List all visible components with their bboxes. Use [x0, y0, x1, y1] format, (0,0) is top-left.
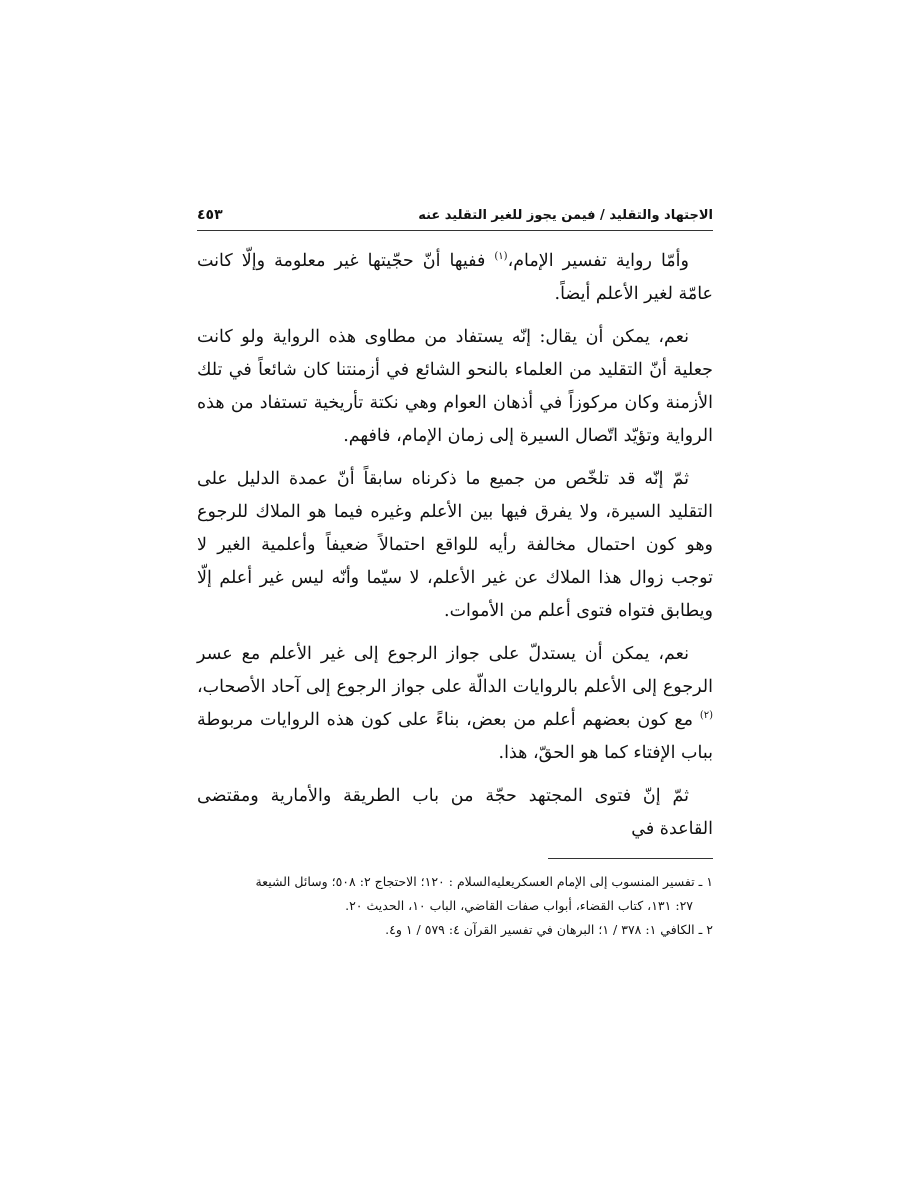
footnote-divider	[548, 858, 713, 859]
main-text	[197, 245, 713, 856]
paragraph-1-part-a: وأمّا رواية تفسير الإمام،	[507, 251, 689, 271]
paragraph-3: ثمّ إنّه قد تلخّص من جميع ما ذكرناه سابقاً أنّ عمدة الدليل على التقليد السيرة، ولا يفرق فيها بين الأعلم وغيره فيما هو الملاك للرجوع وهو كون احتمال مخالفة رأيه للواقع احتمالاً ضعيفاً وأعلمية الغير لا توجب زوال هذا الملاك عن غير الأعلم، لا سيّما وأنّه ليس غير أعلم إلّا ويطابق فتواه فتوى أعلم من الأموات.	[197, 469, 713, 621]
footnote-2: ٢ ـ الكافي ١: ٣٧٨ / ١؛ البرهان في تفسير القرآن ٤: ٥٧٩ / ١ و٤.	[385, 922, 713, 937]
paragraph-5: ثمّ إنّ فتوى المجتهد حجّة من باب الطريقة والأمارية ومقتضى القاعدة في	[197, 786, 713, 839]
page-number: ٤٥٣	[197, 207, 223, 223]
header-divider	[197, 230, 713, 231]
footnotes	[197, 870, 713, 942]
footnote-1-line-2: ٢٧: ١٣١، كتاب القضاء، أبواب صفات القاضي، الباب ١٠، الحديث ٢٠.	[345, 898, 693, 913]
footnote-marker-1: (١)	[494, 251, 508, 263]
paragraph-1	[197, 245, 713, 311]
paragraph-4	[197, 638, 713, 770]
paragraph-4-part-b: مع كون بعضهم أعلم من بعض، بناءً على كون هذه الروايات مربوطة بباب الإفتاء كما هو الحقّ، هذا.	[197, 710, 713, 763]
running-title: الاجتهاد والتقليد / فيمن يجوز للغير التقليد عنه	[418, 208, 713, 223]
paragraph-4-part-a: نعم، يمكن أن يستدلّ على جواز الرجوع إلى غير الأعلم مع عسر الرجوع إلى الأعلم بالروايات الدالّة على جواز الرجوع إلى آحاد الأصحاب،	[197, 644, 713, 697]
footnote-1-line-1: ١ ـ تفسير المنسوب إلى الإمام العسكريعليه‌السلام : ١٢٠؛ الاحتجاج ٢: ٥٠٨؛ وسائل الشيعة	[255, 874, 713, 889]
page-header	[197, 202, 713, 228]
paragraph-1-part-b: ففيها أنّ حجّيتها غير معلومة وإلّا كانت عامّة لغير الأعلم أيضاً.	[197, 251, 713, 304]
paragraph-2: نعم، يمكن أن يقال: إنّه يستفاد من مطاوى هذه الرواية ولو كانت جعلية أنّ التقليد من العلماء بالنحو الشائع في أزمنتنا كان شائعاً في تلك الأزمنة وكان مركوزاً في أذهان العوام وهي نكتة تأريخية تستفاد من هذه الرواية وتؤيّد اتّصال السيرة إلى زمان الإمام، فافهم.	[197, 327, 713, 446]
footnote-marker-2: (٢)	[699, 710, 713, 722]
